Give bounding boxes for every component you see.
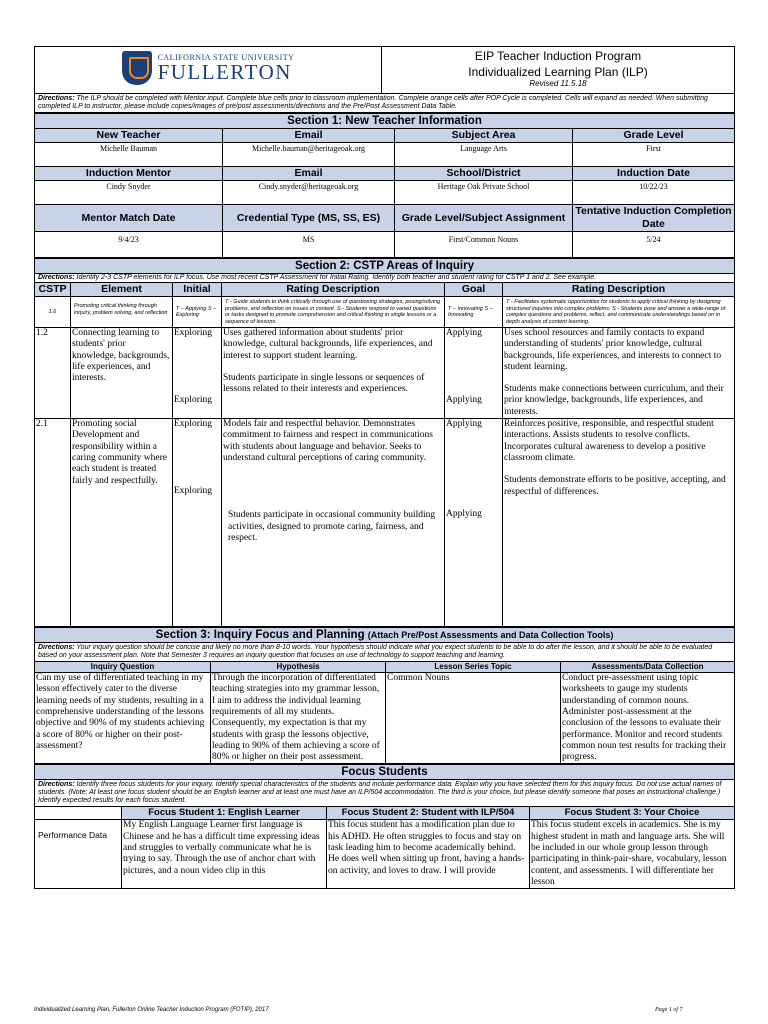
focus-directions: Directions: Identify three focus students for your inquiry. Identify special characteristics of the students and include performance data. Explain why you have selected them for this inquiry focus. Do not use actual names of students. (Note: At least one focus student should be an English learner and at least one must have an ILP/504 accommodation. The third is your choice, but please identify someone that poses an instructional challenge.) Identify expected results for each focus student. (35, 780, 735, 807)
program-title: EIP Teacher Induction Program (474, 49, 642, 63)
rating-teacher: Uses gathered information about students' prior knowledge, cultural backgrounds, life experiences, and interest to support student learning. (223, 328, 433, 361)
example-cstp: 1.6 (35, 297, 71, 328)
example-rating: T - Guide students to think critically through use of questioning strategies, posing/solving problems, and reflection on issues in content. S - Students respond to varied questions or tasks designed to promote comprehension and critical thinking in single lessons or a sequence of lessons. (222, 297, 445, 328)
col-goal: Goal (445, 283, 503, 297)
induction-date-value[interactable]: 10/22/23 (573, 181, 735, 205)
match-date-label: Mentor Match Date (35, 205, 223, 232)
completion-label: Tentative Induction Completion Date (573, 205, 735, 232)
ilp-document (34, 46, 734, 889)
completion-value[interactable]: 5/24 (573, 232, 735, 258)
col-lesson-topic: Lesson Series Topic (386, 662, 561, 673)
match-date-value[interactable]: 9/4/23 (35, 232, 223, 258)
cstp-rating[interactable] (222, 419, 445, 627)
focus-student-1-data[interactable]: My English Language Learner first language is Chinese and he has a difficult time expressing ideas and struggles to verbally communicate what he is trying to say. Through the use of anchor chart with pictures, and a noun video clip in this (122, 820, 327, 889)
example-rating2: T - Facilitates systematic opportunities for students to apply critical thinking by designing structured inquiries into complex problems. S - Students pose and answer a wide-range of complex questions and problems, reflect, and communicate understandings based on in depth analysis of content learning. (503, 297, 735, 328)
section1-title: Section 1: New Teacher Information (35, 114, 735, 129)
grade-value[interactable]: First (573, 143, 735, 167)
rating-student: Students participate in single lessons or sequences of lessons related to their interests and experiences. (223, 372, 425, 395)
grade-label: Grade Level (573, 129, 735, 143)
col-assessments: Assessments/Data Collection (561, 662, 735, 673)
cstp-goal-desc[interactable] (503, 419, 735, 627)
directions-top: Directions: The ILP should be completed with Mentor input. Complete blue cells prior to classroom implementation. Complete orange cells after POP Cycle is completed. Cells will expand as needed. When submitting completed ILP to instructor, please include copies/images of pre/post assessments/directions and the Pre/Post Assessment Data Table. (35, 94, 735, 113)
goal-teacher: Applying (446, 419, 482, 430)
credential-label: Credential Type (MS, SS, ES) (223, 205, 395, 232)
example-initial: T – Applying S – Exploring (173, 297, 222, 328)
logo-name-text: FULLERTON (157, 60, 292, 84)
initial-teacher: Exploring (174, 419, 212, 430)
induction-date-label: Induction Date (573, 167, 735, 181)
logo-cell (35, 47, 382, 94)
focus-student-3-data[interactable]: This focus student excels in academics. She is my highest student in math and language arts. She will be included in our whole group lesson through participating in think-pair-share, vocabulary, lesson content, and assessments. I will differentiate her lesson (530, 820, 735, 889)
col-inquiry-question: Inquiry Question (35, 662, 211, 673)
performance-data-label: Performance Data (35, 820, 122, 889)
mentor-email-value[interactable]: Cindy.snyder@heritageoak.org (223, 181, 395, 205)
lesson-topic[interactable]: Common Nouns (386, 673, 561, 764)
cstp-initial[interactable] (173, 328, 222, 419)
program-cell (382, 47, 735, 94)
cstp-goal[interactable] (445, 328, 503, 419)
section1-table (34, 113, 735, 258)
col-hypothesis: Hypothesis (211, 662, 386, 673)
goal-desc-teacher: Reinforces positive, responsible, and respectful student interactions. Assists students to resolve conflicts. Incorporates cultural awareness to develop a positive classroom climate. (504, 419, 714, 463)
section2-table (34, 258, 735, 627)
focus-student-2-data[interactable]: This focus student has a modification plan due to his ADHD. He often struggles to focus and stay on task leading him to become academically behind. He does well when sitting up front, having a hands-on activity, and loves to draw. I will provide (327, 820, 530, 889)
cstp-rating[interactable] (222, 328, 445, 419)
new-teacher-label: New Teacher (35, 129, 223, 143)
section3-title-text: Section 3: Inquiry Focus and Planning (155, 629, 365, 642)
footer-left: Individualized Learning Plan, Fullerton Online Teacher Induction Program (FOTIP), 2017 (34, 1007, 269, 1013)
assessments[interactable]: Conduct pre-assessment using topic worksheets to gauge my students understanding of common nouns. Administer post-assessment at the conclusion of the lessons to evaluate their performance. Monitor and record students common noun test results for tracking their progress. (561, 673, 735, 764)
goal-student: Applying (446, 509, 482, 520)
col-rating2: Rating Description (503, 283, 735, 297)
email-label: Email (223, 129, 395, 143)
rating-teacher: Models fair and respectful behavior. Demonstrates commitment to fairness and respect in communications with students about language and behavior. Seeks to understand cultural perceptions of caring community. (223, 419, 434, 463)
page-number: Page 1 of 7 (655, 1007, 683, 1013)
focus-table (34, 764, 735, 889)
new-teacher-value[interactable]: Michelle Bauman (35, 143, 223, 167)
section2-title: Section 2: CSTP Areas of Inquiry (35, 259, 735, 274)
assignment-label: Grade Level/Subject Assignment (395, 205, 573, 232)
initial-student: Exploring (174, 486, 212, 497)
example-element: Promoting critical thinking through inquiry, problem solving, and reflection (71, 297, 173, 328)
school-label: School/District (395, 167, 573, 181)
focus-student-1-header: Focus Student 1: English Learner (122, 807, 327, 820)
csuf-logo (122, 51, 295, 85)
initial-student: Exploring (174, 395, 212, 406)
logo-university-text: CALIFORNIA STATE UNIVERSITY (157, 53, 295, 62)
mentor-email-label: Email (223, 167, 395, 181)
section3-directions: Directions: Your inquiry question should be concise and likely no more than 8-10 words. Your hypothesis should indicate what you expect students to be able to do after the lesson, and it should be able to be evaluated based on your assessment plan. Note that Semester 3 requires an inquiry question that focuses on use of technology to support teaching and learning. (35, 643, 735, 662)
section3-table (34, 627, 735, 764)
section2-directions: Directions: Identify 2-3 CSTP elements for ILP focus. Use most recent CSTP Assessment for Initial Rating. Identify both teacher and student rating for CSTP 1 and 2. See example. (35, 274, 735, 283)
cstp-element[interactable]: Connecting learning to students' prior knowledge, backgrounds, life experiences, and interests. (71, 328, 173, 419)
initial-teacher: Exploring (174, 328, 212, 338)
goal-desc-student: Students demonstrate efforts to be positive, accepting, and respectful of differences. (504, 475, 726, 497)
cstp-goal[interactable] (445, 419, 503, 627)
university-seal-icon (122, 51, 152, 85)
cstp-number[interactable]: 2.1 (35, 419, 71, 627)
goal-student: Applying (446, 395, 482, 406)
school-value[interactable]: Heritage Oak Private School (395, 181, 573, 205)
inquiry-question[interactable]: Can my use of differentiated teaching in my lesson effectively cater to the diverse learning needs of my students, resulting in a comprehensive understanding of the lessons objective and 90% of my students achieving a score of 80% or higher on their post-assessment? (35, 673, 211, 764)
focus-student-2-header: Focus Student 2: Student with ILP/504 (327, 807, 530, 820)
col-cstp: CSTP (35, 283, 71, 297)
col-rating: Rating Description (222, 283, 445, 297)
cstp-row[interactable] (35, 419, 735, 627)
rating-student: Students participate in occasional community building activities, designed to promote caring, fairness, and respect. (228, 510, 436, 543)
email-value[interactable]: Michelle.bauman@heritageoak.org (223, 143, 395, 167)
goal-teacher: Applying (446, 328, 482, 338)
cstp-goal-desc[interactable] (503, 328, 735, 419)
subject-label: Subject Area (395, 129, 573, 143)
example-row (35, 297, 735, 328)
focus-title: Focus Students (35, 765, 735, 780)
section3-title-note: (Attach Pre/Post Assessments and Data Collection Tools) (367, 630, 614, 641)
hypothesis[interactable]: Through the incorporation of differentiated teaching strategies into my grammar lesson, I aim to address the individual learning requirements of all my students. Consequently, my expectation is that my students with grasp the lessons objective, leading to 90% of them achieving a score of 80% or higher on their post assessment. (211, 673, 386, 764)
col-element: Element (71, 283, 173, 297)
plan-title: Individualized Learning Plan (ILP) (468, 65, 648, 79)
header-table (34, 46, 735, 113)
cstp-initial[interactable] (173, 419, 222, 627)
mentor-label: Induction Mentor (35, 167, 223, 181)
cstp-number[interactable]: 1.2 (35, 328, 71, 419)
assignment-value[interactable]: First/Common Nouns (395, 232, 573, 258)
section3-title (35, 628, 735, 643)
col-initial: Initial (173, 283, 222, 297)
example-goal: T – Innovating S – Innovating (445, 297, 503, 328)
cstp-row[interactable] (35, 328, 735, 419)
revised-date: Revised 11.5.18 (529, 79, 587, 88)
goal-desc-teacher: Uses school resources and family contacts to expand understanding of students' prior knowledge, cultural backgrounds, life experiences, and interests to connect to student learning. (504, 328, 722, 372)
mentor-value[interactable]: Cindy Snyder (35, 181, 223, 205)
cstp-element[interactable]: Promoting social Development and responsibility within a caring community where each student is treated fairly and respectfully. (71, 419, 173, 627)
focus-student-3-header: Focus Student 3: Your Choice (530, 807, 735, 820)
goal-desc-student: Students make connections between curriculum, and their prior knowledge, backgrounds, life experiences, and interests. (504, 384, 724, 417)
subject-value[interactable]: Language Arts (395, 143, 573, 167)
credential-value[interactable]: MS (223, 232, 395, 258)
